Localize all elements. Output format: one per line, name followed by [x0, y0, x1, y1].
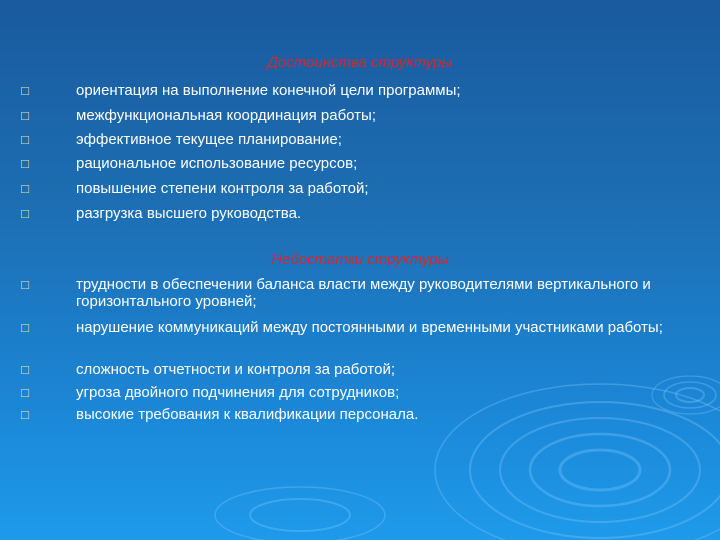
list-item-text: рациональное использование ресурсов; [76, 155, 358, 172]
list-item [21, 319, 676, 336]
list-item [21, 276, 676, 310]
square-bullet-icon: □ [21, 206, 29, 221]
list-item-text: высокие требования к квалификации персонала. [76, 406, 419, 423]
list-item [21, 180, 676, 197]
square-bullet-icon: □ [21, 83, 29, 98]
square-bullet-icon: □ [21, 385, 29, 400]
list-item-text: межфункциональная координация работы; [76, 107, 376, 124]
square-bullet-icon: □ [21, 108, 29, 123]
list-item-text: нарушение коммуникаций между постоянными и временными участниками работы; [76, 319, 663, 336]
list-item-text: сложность отчетности и контроля за работой; [76, 361, 395, 378]
list-item [21, 205, 676, 222]
square-bullet-icon: □ [21, 132, 29, 147]
list-item [21, 107, 676, 124]
list-item-text: ориентация на выполнение конечной цели программы; [76, 82, 461, 99]
list-item-text: эффективное текущее планирование; [76, 131, 342, 148]
list-item [21, 406, 676, 423]
list-item-text: трудности в обеспечении баланса власти между руководителями вертикального и горизонтального уровней; [76, 276, 651, 310]
list-item-text: разгрузка высшего руководства. [76, 205, 302, 222]
list-item-text: повышение степени контроля за работой; [76, 180, 369, 197]
square-bullet-icon: □ [21, 277, 29, 292]
square-bullet-icon: □ [21, 156, 29, 171]
square-bullet-icon: □ [21, 407, 29, 422]
list-item [21, 155, 676, 172]
list-item-text: угроза двойного подчинения для сотрудников; [76, 384, 400, 401]
square-bullet-icon: □ [21, 362, 29, 377]
list-item [21, 361, 676, 378]
square-bullet-icon: □ [21, 320, 29, 335]
disadvantages-heading: Недостатки структуры [271, 251, 449, 268]
advantages-heading: Достоинства структуры [267, 54, 453, 71]
list-item [21, 131, 676, 148]
list-item [21, 82, 676, 99]
list-item [21, 384, 676, 401]
square-bullet-icon: □ [21, 181, 29, 196]
